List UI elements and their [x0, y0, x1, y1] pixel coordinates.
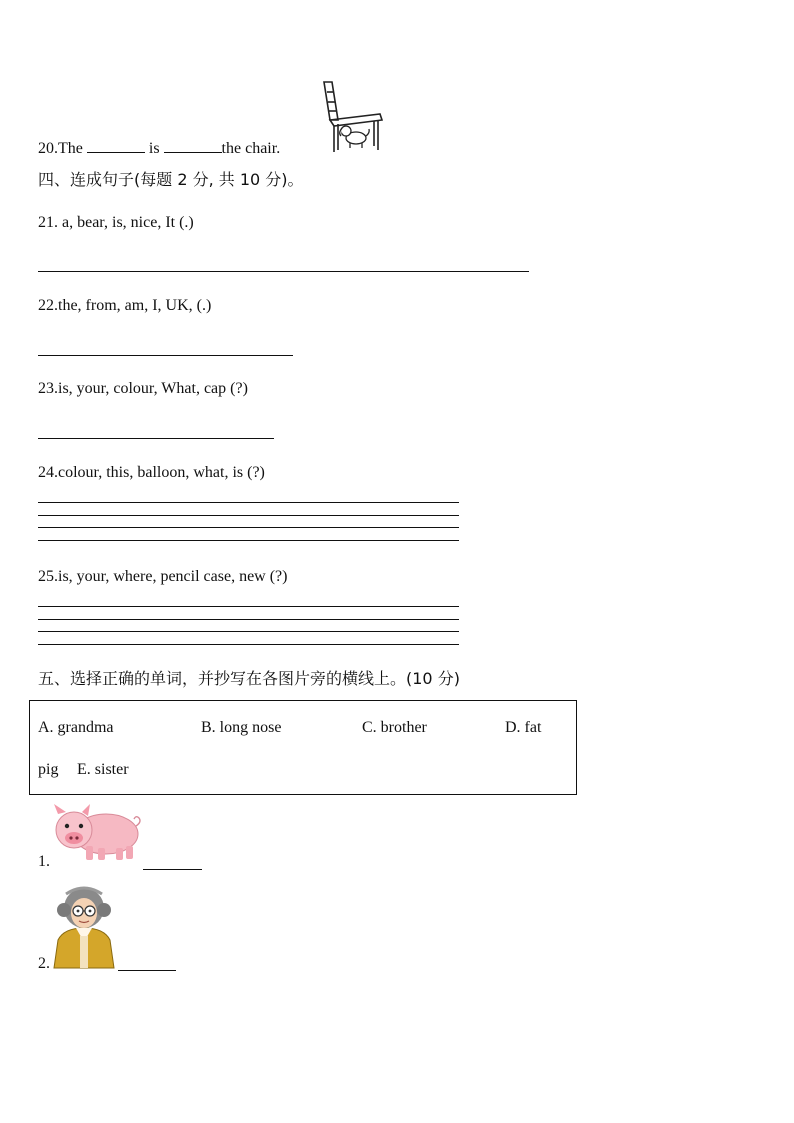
q21-answer-line[interactable] — [38, 271, 529, 272]
option-d: D. fat — [505, 719, 542, 736]
option-d-continued: pig — [38, 761, 59, 778]
q24-writing-line-4[interactable] — [38, 540, 459, 541]
option-a: A. grandma — [38, 719, 114, 736]
item-2 — [38, 954, 50, 974]
q20-end: the chair. — [221, 140, 281, 157]
section-4-heading: 四、连成句子(每题 2 分, 共 10 分)。 — [38, 170, 304, 189]
grandma-icon — [50, 886, 118, 968]
section-5-heading: 五、选择正确的单词，并抄写在各图片旁的横线上。(10 分) — [38, 669, 460, 688]
q22-answer-line[interactable] — [38, 355, 293, 356]
q25-writing-line-4[interactable] — [38, 644, 459, 645]
question-23: 23.is, your, colour, What, cap (?) — [38, 380, 248, 397]
chair-with-dog-icon — [320, 78, 386, 154]
option-c: C. brother — [362, 719, 427, 736]
item-1-answer-line[interactable] — [143, 869, 202, 870]
q24-writing-line-2[interactable] — [38, 515, 459, 516]
q23-answer-line[interactable] — [38, 438, 274, 439]
word-options-box — [29, 700, 577, 795]
option-b: B. long nose — [201, 719, 282, 736]
q25-writing-line-2[interactable] — [38, 619, 459, 620]
q24-writing-line-1[interactable] — [38, 502, 459, 503]
item-2-answer-line[interactable] — [118, 970, 176, 971]
q20-is: is — [148, 140, 160, 157]
q20-blank-1[interactable] — [87, 138, 145, 153]
question-22: 22.the, from, am, I, UK, (.) — [38, 297, 212, 314]
question-20 — [38, 138, 280, 159]
question-24: 24.colour, this, balloon, what, is (?) — [38, 464, 265, 481]
q25-writing-line-1[interactable] — [38, 606, 459, 607]
item-1-number: 1. — [38, 853, 50, 870]
question-21: 21. a, bear, is, nice, It (.) — [38, 214, 194, 231]
q20-blank-2[interactable] — [164, 138, 222, 153]
question-25: 25.is, your, where, pencil case, new (?) — [38, 568, 288, 585]
q20-the: The — [58, 140, 83, 157]
q20-number: 20. — [38, 140, 58, 157]
item-2-number: 2. — [38, 955, 50, 972]
option-e: E. sister — [77, 761, 129, 778]
q24-writing-line-3[interactable] — [38, 527, 459, 528]
item-1 — [38, 852, 50, 872]
q25-writing-line-3[interactable] — [38, 631, 459, 632]
pig-icon — [50, 802, 142, 864]
